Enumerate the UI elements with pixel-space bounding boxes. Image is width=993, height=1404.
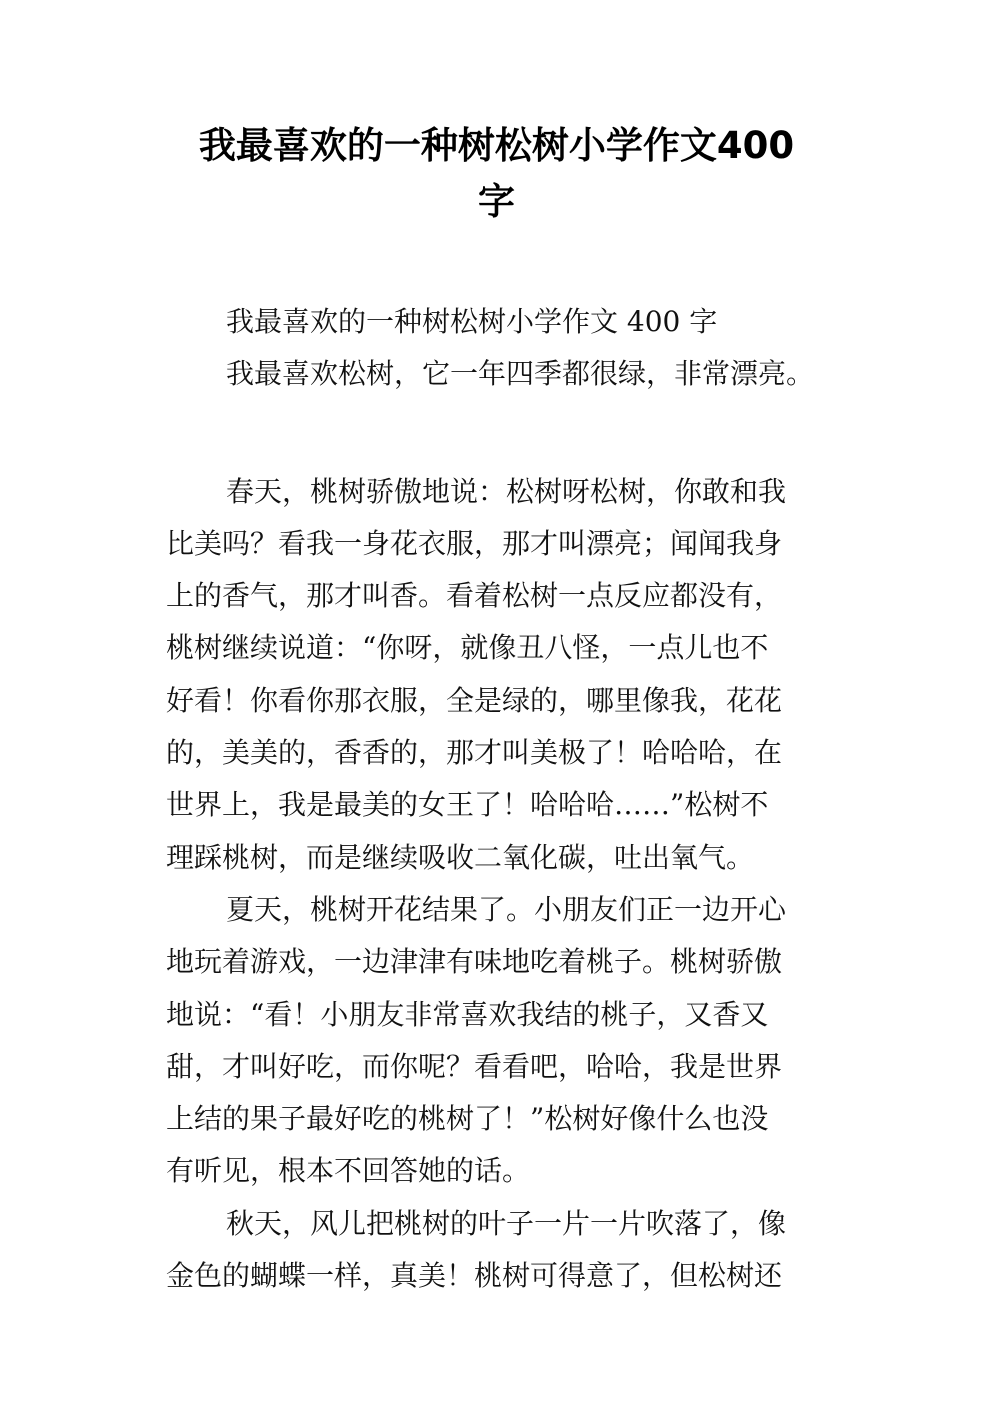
spring-paragraph-line: 好看！你看你那衣服，全是绿的，哪里像我，花花 (166, 683, 783, 717)
summer-paragraph-line: 夏天，桃树开花结果了。小朋友们正一边开心 (226, 892, 787, 926)
title-line-1: 我最喜欢的一种树松树小学作文400 (198, 124, 795, 167)
autumn-paragraph-line: 秋天，风儿把桃树的叶子一片一片吹落了，像 (226, 1206, 787, 1240)
intro-line: 我最喜欢松树，它一年四季都很绿，非常漂亮。 (226, 357, 815, 391)
spring-paragraph-line: 世界上，我是最美的女王了！哈哈哈……”松树不 (166, 788, 769, 822)
spring-paragraph-line: 比美吗？看我一身花衣服，那才叫漂亮；闻闻我身 (166, 526, 783, 560)
autumn-paragraph-line: 金色的蝴蝶一样，真美！桃树可得意了，但松树还 (166, 1259, 783, 1293)
summer-paragraph-line: 地玩着游戏，一边津津有味地吃着桃子。桃树骄傲 (166, 945, 783, 979)
summer-paragraph-line: 地说：“看！小朋友非常喜欢我结的桃子，又香又 (166, 997, 769, 1031)
spring-paragraph-line: 上的香气，那才叫香。看着松树一点反应都没有， (166, 579, 783, 613)
summer-paragraph-line: 有听见，根本不回答她的话。 (166, 1154, 531, 1188)
title-line-2: 字 (478, 180, 515, 223)
document-title (150, 118, 843, 230)
subtitle-line: 我最喜欢的一种树松树小学作文 400 字 (226, 305, 718, 338)
spring-paragraph-line: 春天，桃树骄傲地说：松树呀松树，你敢和我 (226, 474, 787, 508)
summer-paragraph-line: 上结的果子最好吃的桃树了！”松树好像什么也没 (166, 1102, 769, 1136)
spring-paragraph-line: 桃树继续说道：“你呀，就像丑八怪，一点儿也不 (166, 631, 769, 665)
document-body (166, 296, 846, 1302)
summer-paragraph-line: 甜，才叫好吃，而你呢？看看吧，哈哈，我是世界 (166, 1049, 783, 1083)
spring-paragraph-line: 的，美美的，香香的，那才叫美极了！哈哈哈，在 (166, 736, 783, 770)
spring-paragraph-line: 理踩桃树，而是继续吸收二氧化碳，吐出氧气。 (166, 840, 755, 874)
paragraph-gap (166, 401, 846, 466)
